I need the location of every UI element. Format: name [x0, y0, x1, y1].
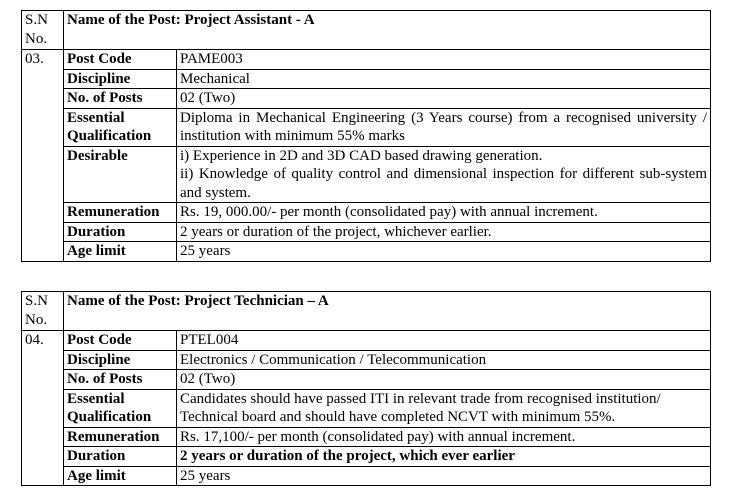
table-row [22, 108, 711, 146]
serial-number: 03. [22, 50, 64, 262]
age-limit-label: Age limit [64, 242, 177, 262]
no-of-posts-value: 02 (Two) [177, 370, 711, 390]
no-of-posts-label: No. of Posts [64, 89, 177, 109]
duration-label: Duration [64, 222, 177, 242]
essential-qualification-value: Diploma in Mechanical Engineering (3 Years course) from a recognised university / institution with minimum 55% marks [177, 108, 711, 146]
desirable-label: Desirable [64, 146, 177, 203]
table-row [22, 447, 711, 467]
post-title: Name of the Post: Project Assistant - A [64, 11, 711, 50]
desirable-item-2: ii) Knowledge of quality control and dimensional inspection for different sub-system and system. [180, 166, 707, 201]
essential-qualification-label: Essential Qualification [64, 108, 177, 146]
table-row [22, 146, 711, 203]
table-row [22, 370, 711, 390]
table-row [22, 222, 711, 242]
duration-value: 2 years or duration of the project, whichever earlier. [177, 222, 711, 242]
discipline-label: Discipline [64, 69, 177, 89]
table-header-row [22, 292, 711, 331]
age-limit-value: 25 years [177, 242, 711, 262]
no-of-posts-label: No. of Posts [64, 370, 177, 390]
age-limit-value: 25 years [177, 466, 711, 486]
discipline-label: Discipline [64, 350, 177, 370]
essential-qualification-value: Candidates should have passed ITI in relevant trade from recognised institution/ Technical board and should have completed NCVT with minimum 55%. [177, 389, 711, 427]
post-code-label: Post Code [64, 50, 177, 70]
table-row [22, 389, 711, 427]
table-row [22, 203, 711, 223]
post-code-value: PTEL004 [177, 331, 711, 351]
post-table-project-assistant [21, 10, 711, 262]
age-limit-label: Age limit [64, 466, 177, 486]
desirable-value [177, 146, 711, 203]
table-row [22, 50, 711, 70]
table-row [22, 242, 711, 262]
sn-header: S.N No. [22, 11, 64, 50]
duration-label: Duration [64, 447, 177, 467]
table-header-row [22, 11, 711, 50]
table-row [22, 69, 711, 89]
table-row [22, 427, 711, 447]
remuneration-value: Rs. 17,100/- per month (consolidated pay) with annual increment. [177, 427, 711, 447]
no-of-posts-value: 02 (Two) [177, 89, 711, 109]
duration-value: 2 years or duration of the project, which ever earlier [177, 447, 711, 467]
table-row [22, 331, 711, 351]
remuneration-label: Remuneration [64, 203, 177, 223]
discipline-value: Mechanical [177, 69, 711, 89]
post-code-value: PAME003 [177, 50, 711, 70]
post-title: Name of the Post: Project Technician – A [64, 292, 711, 331]
sn-header: S.N No. [22, 292, 64, 331]
post-code-label: Post Code [64, 331, 177, 351]
table-row [22, 466, 711, 486]
remuneration-value: Rs. 19, 000.00/- per month (consolidated pay) with annual increment. [177, 203, 711, 223]
serial-number: 04. [22, 331, 64, 486]
remuneration-label: Remuneration [64, 427, 177, 447]
post-table-project-technician [21, 291, 711, 486]
desirable-item-1: i) Experience in 2D and 3D CAD based drawing generation. [180, 147, 543, 164]
table-row [22, 350, 711, 370]
essential-qualification-label: Essential Qualification [64, 389, 177, 427]
discipline-value: Electronics / Communication / Telecommunication [177, 350, 711, 370]
table-row [22, 89, 711, 109]
